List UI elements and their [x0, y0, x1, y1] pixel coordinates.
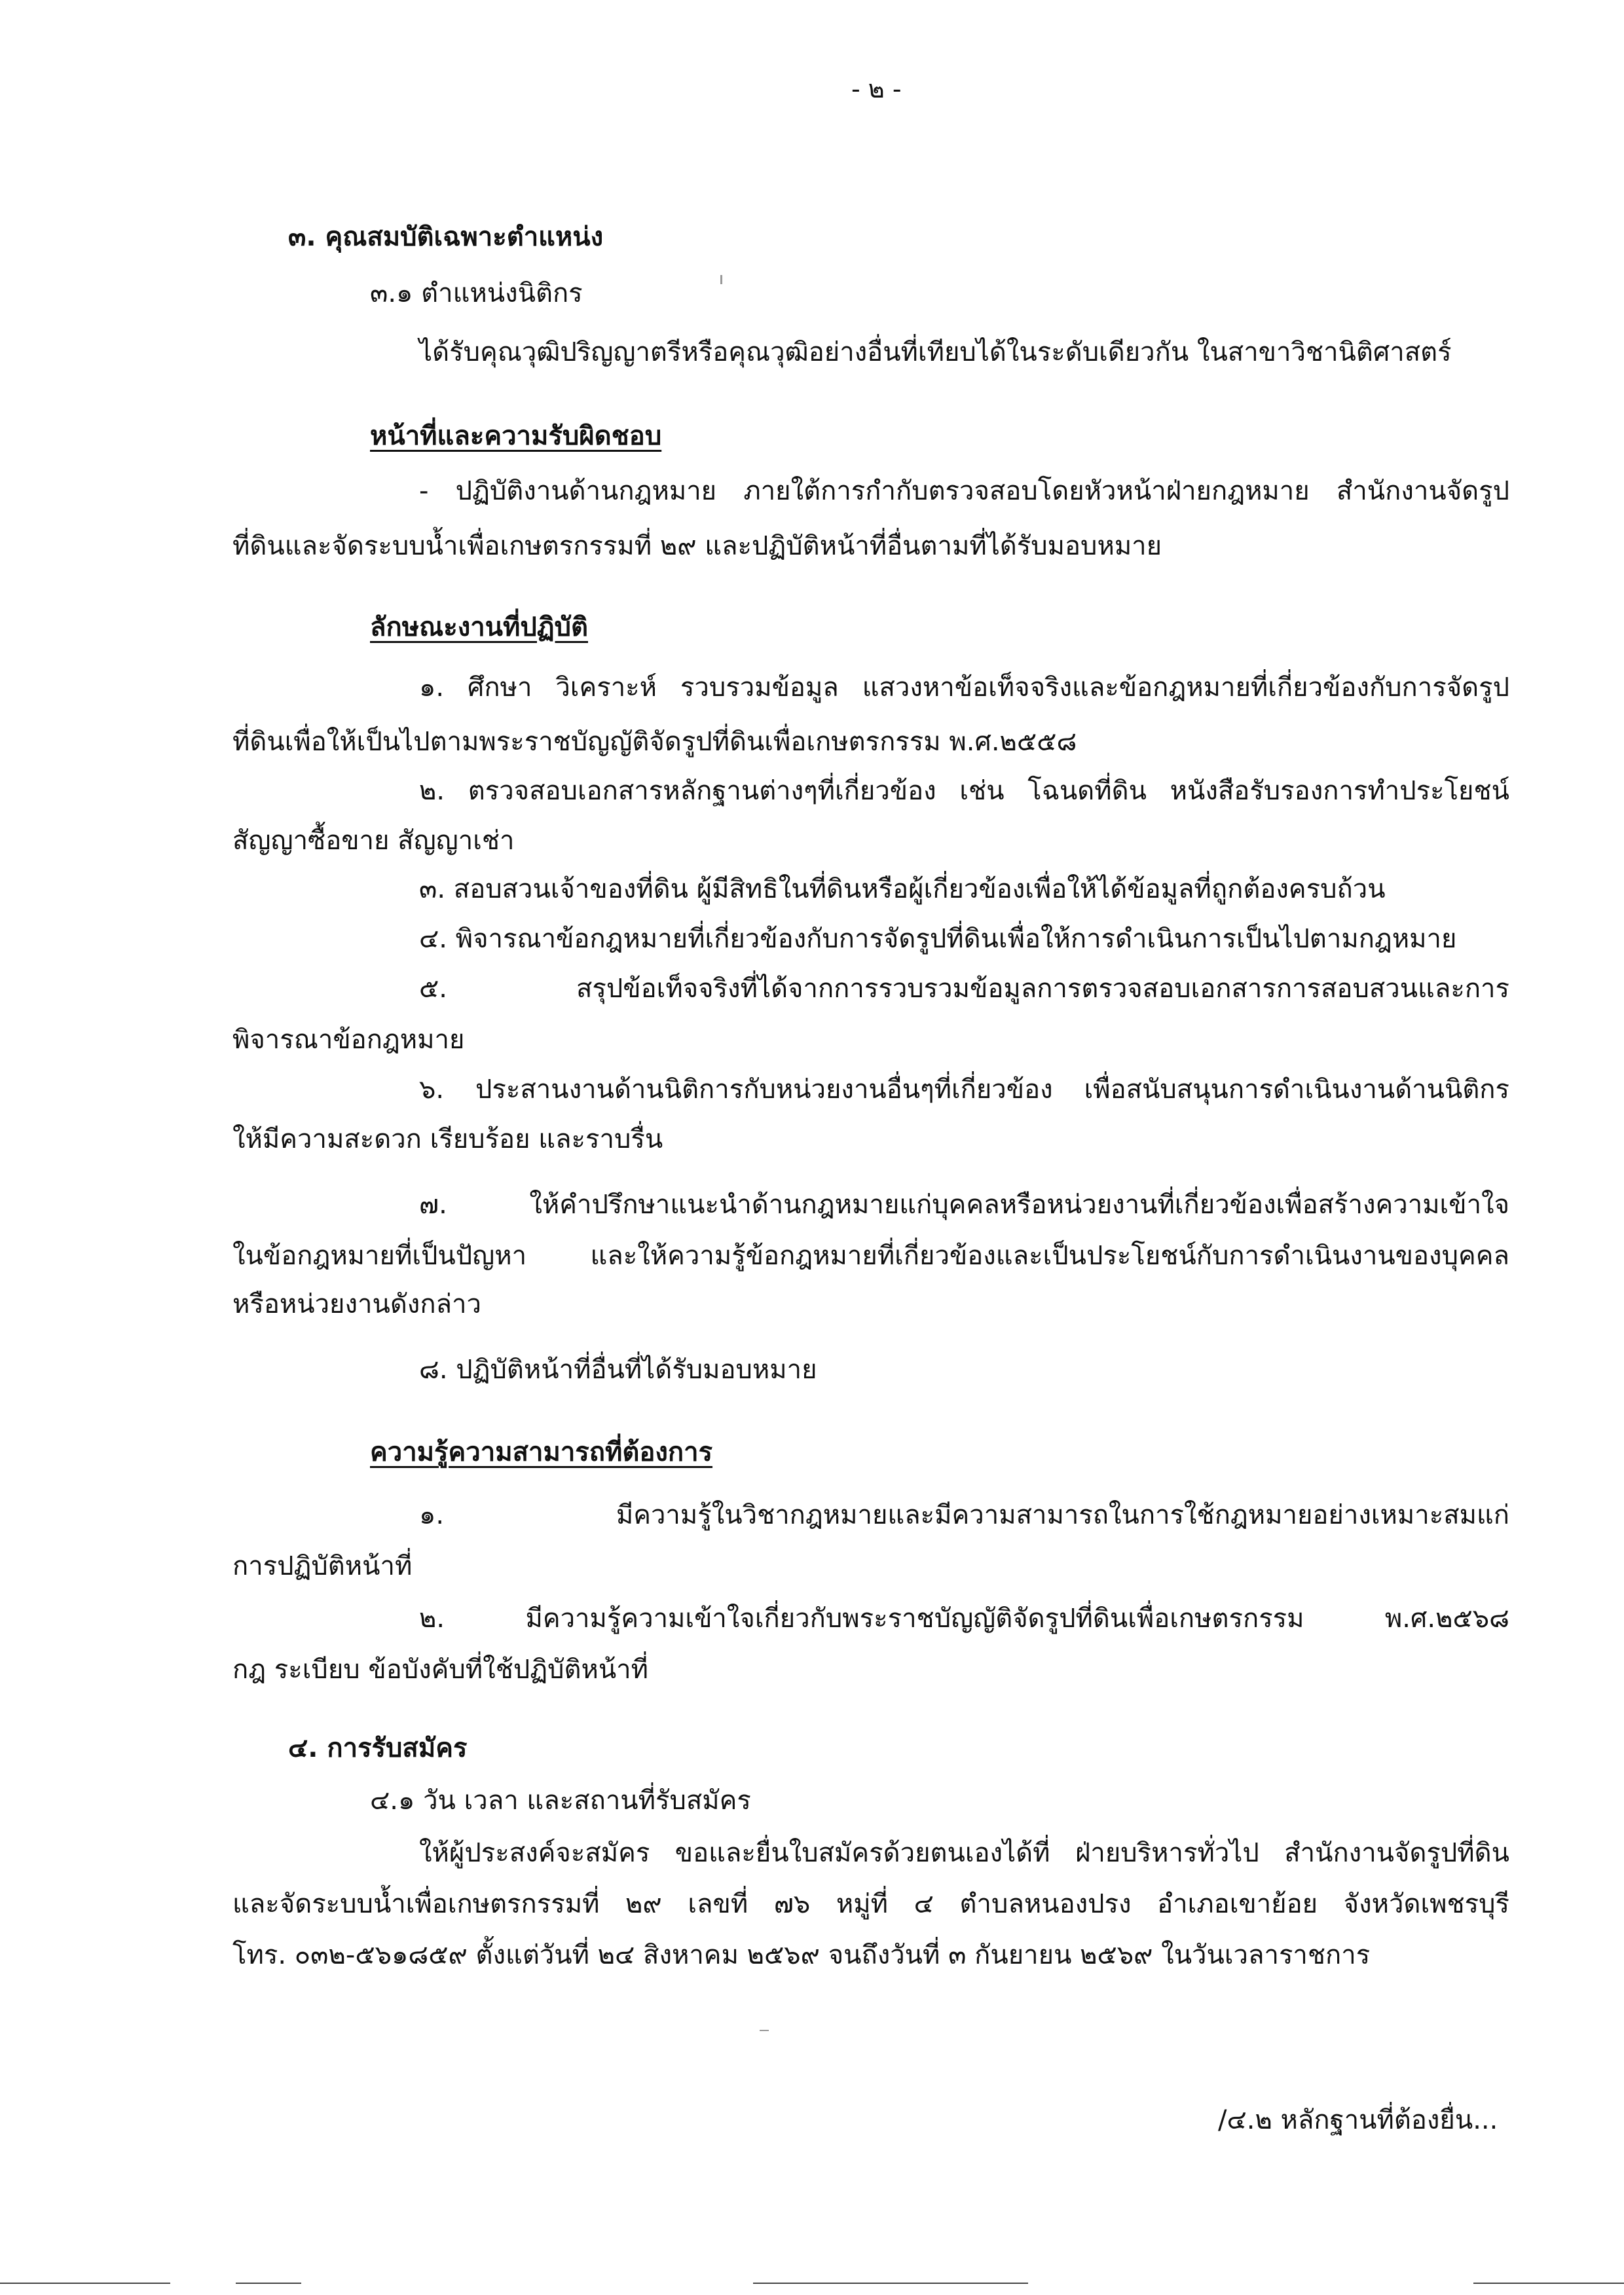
knowledge-item-2-line-2: กฎ ระเบียบ ข้อบังคับที่ใช้ปฏิบัติหน้าที่ — [232, 1655, 648, 1685]
qualification-text: ได้รับคุณวุฒิปริญญาตรีหรือคุณวุฒิอย่างอื่นที่เทียบได้ในระดับเดียวกัน ในสาขาวิชานิติศาสตร์ — [419, 337, 1452, 367]
work-item-1-line-2: ที่ดินเพื่อให้เป็นไปตามพระราชบัญญัติจัดรูปที่ดินเพื่อเกษตรกรรม พ.ศ.๒๕๕๘ — [232, 727, 1077, 757]
work-item-7-line-1: ๗. ให้คำปรึกษาแนะนำด้านกฎหมายแก่บุคคลหรือหน่วยงานที่เกี่ยวข้องเพื่อสร้างความเข้าใจ — [419, 1190, 1509, 1220]
application-line-2: และจัดระบบน้ำเพื่อเกษตรกรรมที่ ๒๙ เลขที่ ๗๖ หมู่ที่ ๔ ตำบลหนองปรง อำเภอเขาย้อย จังหวัดเพชรบุรี — [232, 1889, 1509, 1919]
work-item-3: ๓. สอบสวนเจ้าของที่ดิน ผู้มีสิทธิในที่ดินหรือผู้เกี่ยวข้องเพื่อให้ได้ข้อมูลที่ถูกต้องครบถ้วน — [419, 874, 1386, 904]
section-3-heading: ๓. คุณสมบัติเฉพาะตำแหน่ง — [288, 222, 604, 252]
work-item-5-line-2: พิจารณาข้อกฎหมาย — [232, 1025, 465, 1055]
scan-speck — [720, 275, 722, 284]
footer-rule — [0, 2283, 170, 2284]
footer-rule — [1473, 2283, 1624, 2284]
work-item-7-line-2: ในข้อกฎหมายที่เป็นปัญหา และให้ความรู้ข้อกฎหมายที่เกี่ยวข้องและเป็นประโยชน์กับการดำเนินงานของบุคคล — [232, 1241, 1509, 1271]
work-item-2-line-2: สัญญาซื้อขาย สัญญาเช่า — [232, 826, 515, 856]
work-item-8: ๘. ปฏิบัติหน้าที่อื่นที่ได้รับมอบหมาย — [419, 1355, 817, 1385]
work-item-1-line-1: ๑. ศึกษา วิเคราะห์ รวบรวมข้อมูล แสวงหาข้อเท็จจริงและข้อกฎหมายที่เกี่ยวข้องกับการจัดรูป — [419, 672, 1509, 703]
knowledge-item-2-line-1: ๒. มีความรู้ความเข้าใจเกี่ยวกับพระราชบัญญัติจัดรูปที่ดินเพื่อเกษตรกรรม พ.ศ.๒๕๖๘ — [419, 1604, 1509, 1634]
work-item-5-line-1: ๕. สรุปข้อเท็จจริงที่ได้จากการรวบรวมข้อมูลการตรวจสอบเอกสารการสอบสวนและการ — [419, 974, 1509, 1004]
work-nature-heading: ลักษณะงานที่ปฏิบัติ — [370, 612, 589, 642]
section-4-1-heading: ๔.๑ วัน เวลา และสถานที่รับสมัคร — [370, 1786, 751, 1816]
work-item-4: ๔. พิจารณาข้อกฎหมายที่เกี่ยวข้องกับการจัดรูปที่ดินเพื่อให้การดำเนินการเป็นไปตามกฎหมาย — [419, 924, 1457, 954]
knowledge-item-1-line-2: การปฏิบัติหน้าที่ — [232, 1551, 413, 1581]
continuation-note: /๔.๒ หลักฐานที่ต้องยื่น... — [1218, 2105, 1498, 2135]
scan-speck — [760, 2030, 769, 2031]
application-line-3: โทร. ๐๓๒-๕๖๑๘๕๙ ตั้งแต่วันที่ ๒๔ สิงหาคม ๒๕๖๙ จนถึงวันที่ ๓ กันยายน ๒๕๖๙ ในวันเวลาราชการ — [232, 1940, 1371, 1970]
knowledge-heading: ความรู้ความสามารถที่ต้องการ — [370, 1437, 713, 1467]
duties-heading: หน้าที่และความรับผิดชอบ — [370, 421, 662, 451]
work-item-2-line-1: ๒. ตรวจสอบเอกสารหลักฐานต่างๆที่เกี่ยวข้อง เช่น โฉนดที่ดิน หนังสือรับรองการทำประโยชน์ — [419, 776, 1509, 806]
footer-rule — [753, 2283, 1028, 2284]
work-item-6-line-1: ๖. ประสานงานด้านนิติการกับหน่วยงานอื่นๆที่เกี่ยวข้อง เพื่อสนับสนุนการดำเนินงานด้านนิติกร — [419, 1074, 1509, 1105]
work-item-7-line-3: หรือหน่วยงานดังกล่าว — [232, 1289, 481, 1319]
duties-line-1: - ปฏิบัติงานด้านกฎหมาย ภายใต้การกำกับตรวจสอบโดยหัวหน้าฝ่ายกฎหมาย สำนักงานจัดรูป — [419, 476, 1509, 506]
section-3-1-heading: ๓.๑ ตำแหน่งนิติกร — [370, 278, 583, 308]
page-number: - ๒ - — [851, 75, 902, 103]
section-4-heading: ๔. การรับสมัคร — [288, 1733, 468, 1763]
application-line-1: ให้ผู้ประสงค์จะสมัคร ขอและยื่นใบสมัครด้วยตนเองได้ที่ ฝ่ายบริหารทั่วไป สำนักงานจัดรูปที่ดิน — [419, 1838, 1509, 1868]
work-item-6-line-2: ให้มีความสะดวก เรียบร้อย และราบรื่น — [232, 1124, 663, 1154]
knowledge-item-1-line-1: ๑. มีความรู้ในวิชากฎหมายและมีความสามารถในการใช้กฎหมายอย่างเหมาะสมแก่ — [419, 1500, 1509, 1530]
duties-line-2: ที่ดินและจัดระบบน้ำเพื่อเกษตรกรรมที่ ๒๙ และปฏิบัติหน้าที่อื่นตามที่ได้รับมอบหมาย — [232, 531, 1162, 561]
footer-rule — [236, 2283, 301, 2284]
